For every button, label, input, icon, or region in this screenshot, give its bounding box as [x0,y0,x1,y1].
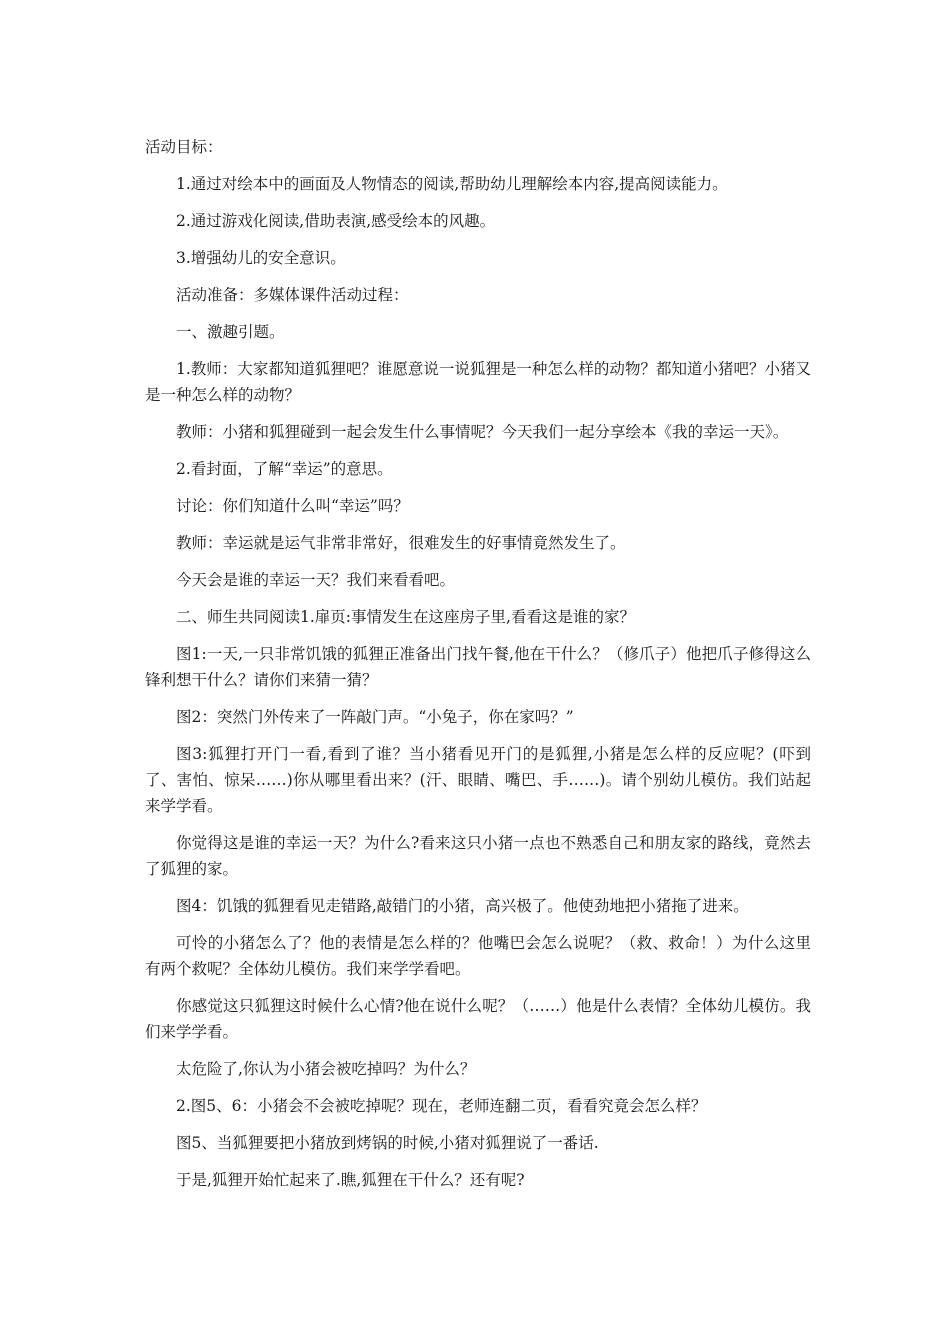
document-body [145,134,811,1204]
section-heading-goals: 活动目标： [145,138,223,156]
paragraph: 图2：突然门外传来了一阵敲门声。“小兔子，你在家吗？” [176,708,574,726]
paragraph: 1.教师：大家都知道狐狸吧？谁愿意说一说狐狸是一种怎么样的动物？都知道小猪吧？小猪又是一种怎么样的动物？ [145,360,811,404]
paragraph: 你感觉这只狐狸这时候什么心情?他在说什么呢？（……）他是什么表情？全体幼儿模仿。我们来学学看。 [145,997,811,1041]
paragraph: 你觉得这是谁的幸运一天？为什么?看来这只小猪一点也不熟悉自己和朋友家的路线，竟然去了狐狸的家。 [145,834,811,878]
paragraph: 可怜的小猪怎么了？他的表情是怎么样的？他嘴巴会怎么说呢？（救、救命！）为什么这里有两个救呢？全体幼儿模仿。我们来学学看吧。 [145,934,811,978]
paragraph: 图1:一天,一只非常饥饿的狐狸正准备出门找午餐,他在干什么？（修爪子）他把爪子修得这么锋利想干什么？请你们来猜一猜？ [145,645,811,689]
paragraph: 图3:狐狸打开门一看,看到了谁？当小猪看见开门的是狐狸,小猪是怎么样的反应呢？(吓到了、害怕、惊呆……)你从哪里看出来？(汗、眼睛、嘴巴、手……)。请个别幼儿模仿。我们站起来学学看。 [145,745,811,815]
section-heading-reading: 二、师生共同阅读1.扉页:事情发生在这座房子里,看看这是谁的家？ [176,608,635,626]
paragraph: 2.看封面，了解“幸运”的意思。 [176,460,393,478]
paragraph: 今天会是谁的幸运一天？我们来看看吧。 [176,571,456,589]
preparation-paragraph: 活动准备：多媒体课件活动过程： [176,286,409,304]
paragraph: 教师：幸运就是运气非常非常好，很难发生的好事情竟然发生了。 [176,534,626,552]
goal-item-1: 1.通过对绘本中的画面及人物情态的阅读,帮助幼儿理解绘本内容,提高阅读能力。 [176,175,728,193]
paragraph: 2.图5、6：小猪会不会被吃掉呢？现在，老师连翻二页，看看究竟会怎么样？ [176,1097,707,1115]
paragraph: 图5、当狐狸要把小猪放到烤锅的时候,小猪对狐狸说了一番话. [176,1134,599,1152]
paragraph: 太危险了,你认为小猪会被吃掉吗？为什么？ [176,1060,476,1078]
paragraph: 于是,狐狸开始忙起来了.瞧,狐狸在干什么？还有呢? [176,1171,525,1189]
goal-item-3: 3.增强幼儿的安全意识。 [176,249,346,267]
goal-item-2: 2.通过游戏化阅读,借助表演,感受绘本的风趣。 [176,212,496,230]
paragraph: 讨论：你们知道什么叫“幸运”吗？ [176,497,409,515]
section-heading-intro: 一、激趣引题。 [176,323,285,341]
paragraph: 图4：饥饿的狐狸看见走错路,敲错门的小猪，高兴极了。他使劲地把小猪拖了进来。 [176,897,749,915]
paragraph: 教师：小猪和狐狸碰到一起会发生什么事情呢？今天我们一起分享绘本《我的幸运一天》。 [176,423,789,441]
